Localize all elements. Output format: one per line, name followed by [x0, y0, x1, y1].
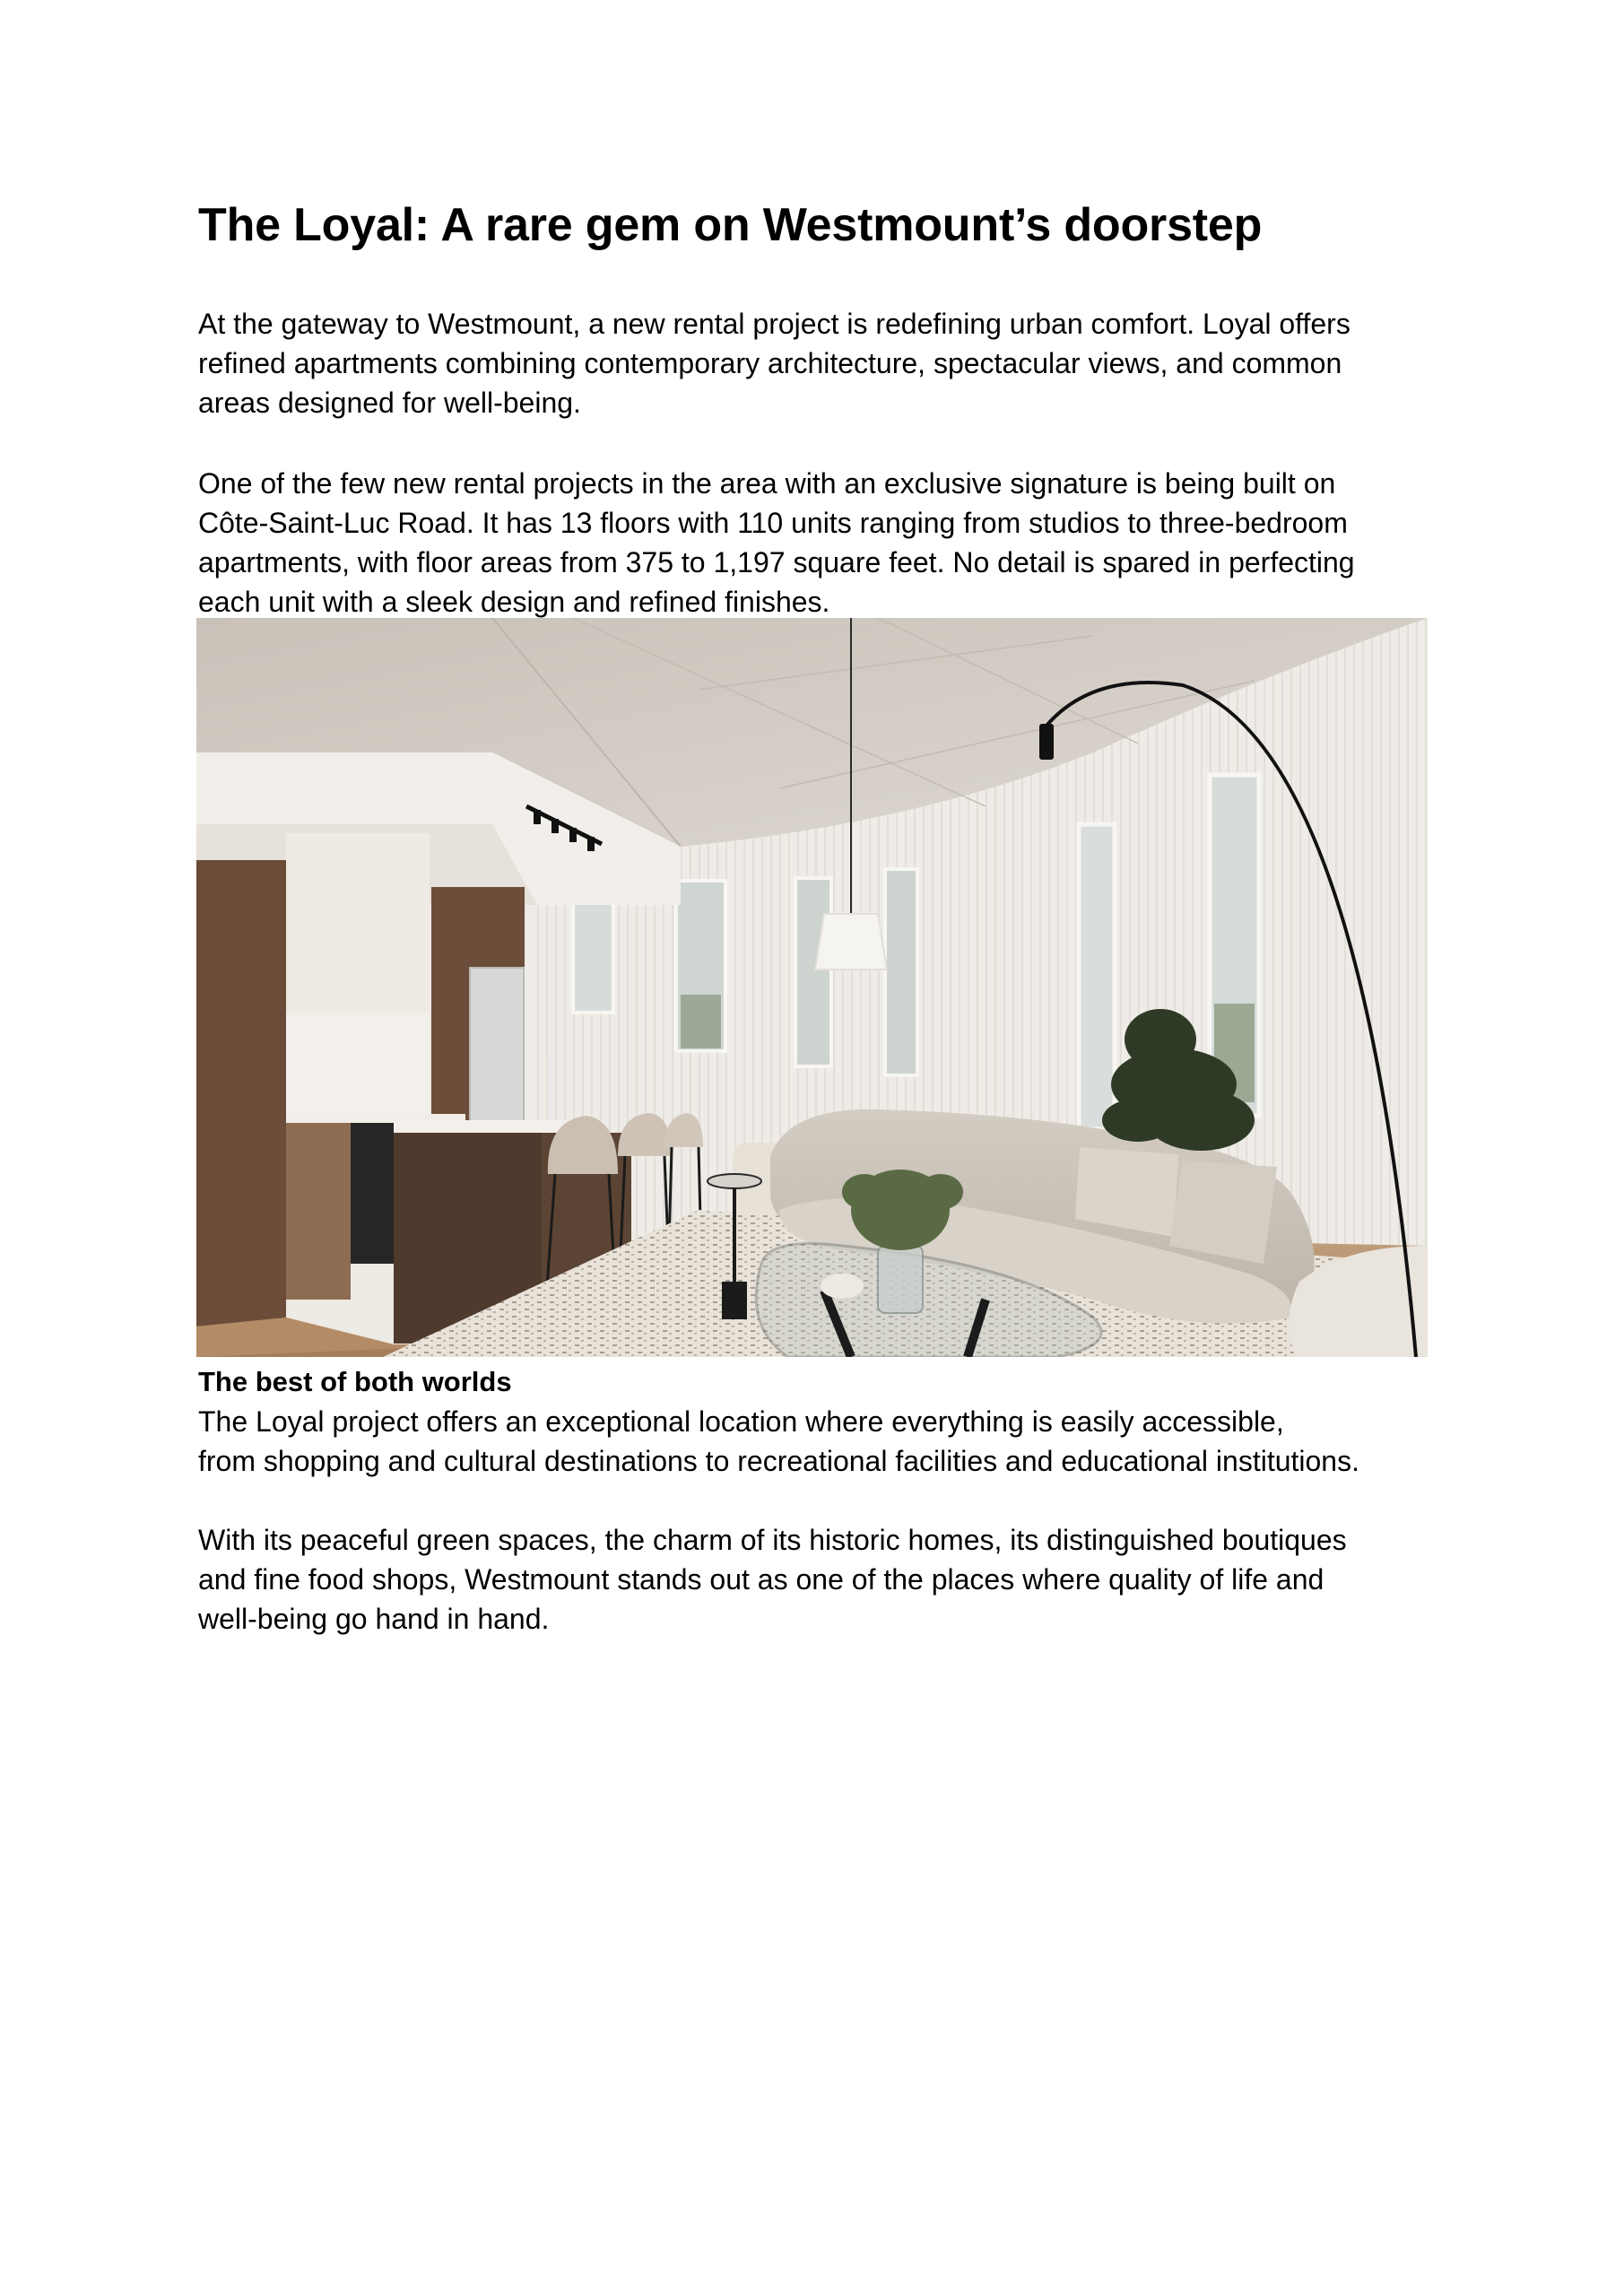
intro-line: refined apartments combining contemporary architecture, spectacular views, and common [198, 347, 1342, 379]
upper-cabinets [286, 833, 430, 1013]
intro-paragraph [198, 304, 1350, 422]
closing-paragraph [198, 1520, 1347, 1639]
details-line: Côte-Saint-Luc Road. It has 13 floors with 110 units ranging from studios to three-bedroom [198, 507, 1348, 539]
backsplash [286, 1013, 430, 1120]
closing-line: With its peaceful green spaces, the charm of its historic homes, its distinguished boutiques [198, 1524, 1347, 1556]
tall-wood-cabinet-left [196, 860, 286, 1357]
side-table-base [722, 1282, 747, 1319]
window-3 [795, 878, 831, 1066]
refrigerator [470, 968, 524, 1129]
details-line: each unit with a sleek design and refined finishes. [198, 586, 830, 618]
closing-line: well-being go hand in hand. [198, 1603, 550, 1635]
details-line: One of the few new rental projects in the area with an exclusive signature is being built on [198, 467, 1336, 500]
lower-cabinets [286, 1120, 351, 1300]
interior-illustration [196, 618, 1428, 1357]
track-light-spot [534, 810, 541, 824]
details-line: apartments, with floor areas from 375 to 1,197 square feet. No detail is spared in perfecting [198, 546, 1355, 578]
closing-line: and fine food shops, Westmount stands out as one of the places where quality of life and [198, 1563, 1324, 1596]
section-heading: The best of both worlds [198, 1366, 512, 1397]
vase [878, 1246, 923, 1313]
window-greenery [681, 995, 721, 1048]
window-4 [885, 869, 917, 1075]
article-title: The Loyal: A rare gem on Westmount’s doorstep [198, 199, 1263, 251]
side-table-top [708, 1174, 761, 1188]
candle-holder [821, 1274, 864, 1299]
intro-line: At the gateway to Westmount, a new rental project is redefining urban comfort. Loyal offers [198, 308, 1350, 340]
arc-lamp-shade [1039, 724, 1054, 760]
location-paragraph [198, 1402, 1359, 1481]
intro-line: areas designed for well-being. [198, 387, 581, 419]
location-line: The Loyal project offers an exceptional location where everything is easily accessible, [198, 1405, 1284, 1438]
location-line: from shopping and cultural destinations to recreational facilities and educational institutions. [198, 1445, 1359, 1477]
track-light-spot [551, 819, 559, 833]
details-paragraph [198, 464, 1355, 622]
track-light-spot [569, 828, 577, 842]
apartment-interior-photo [196, 618, 1428, 1357]
oven [351, 1120, 395, 1264]
sofa-cushion [1169, 1161, 1277, 1264]
pendant-lamp [815, 914, 887, 970]
track-light-spot [587, 837, 595, 851]
window-5 [1079, 824, 1115, 1129]
